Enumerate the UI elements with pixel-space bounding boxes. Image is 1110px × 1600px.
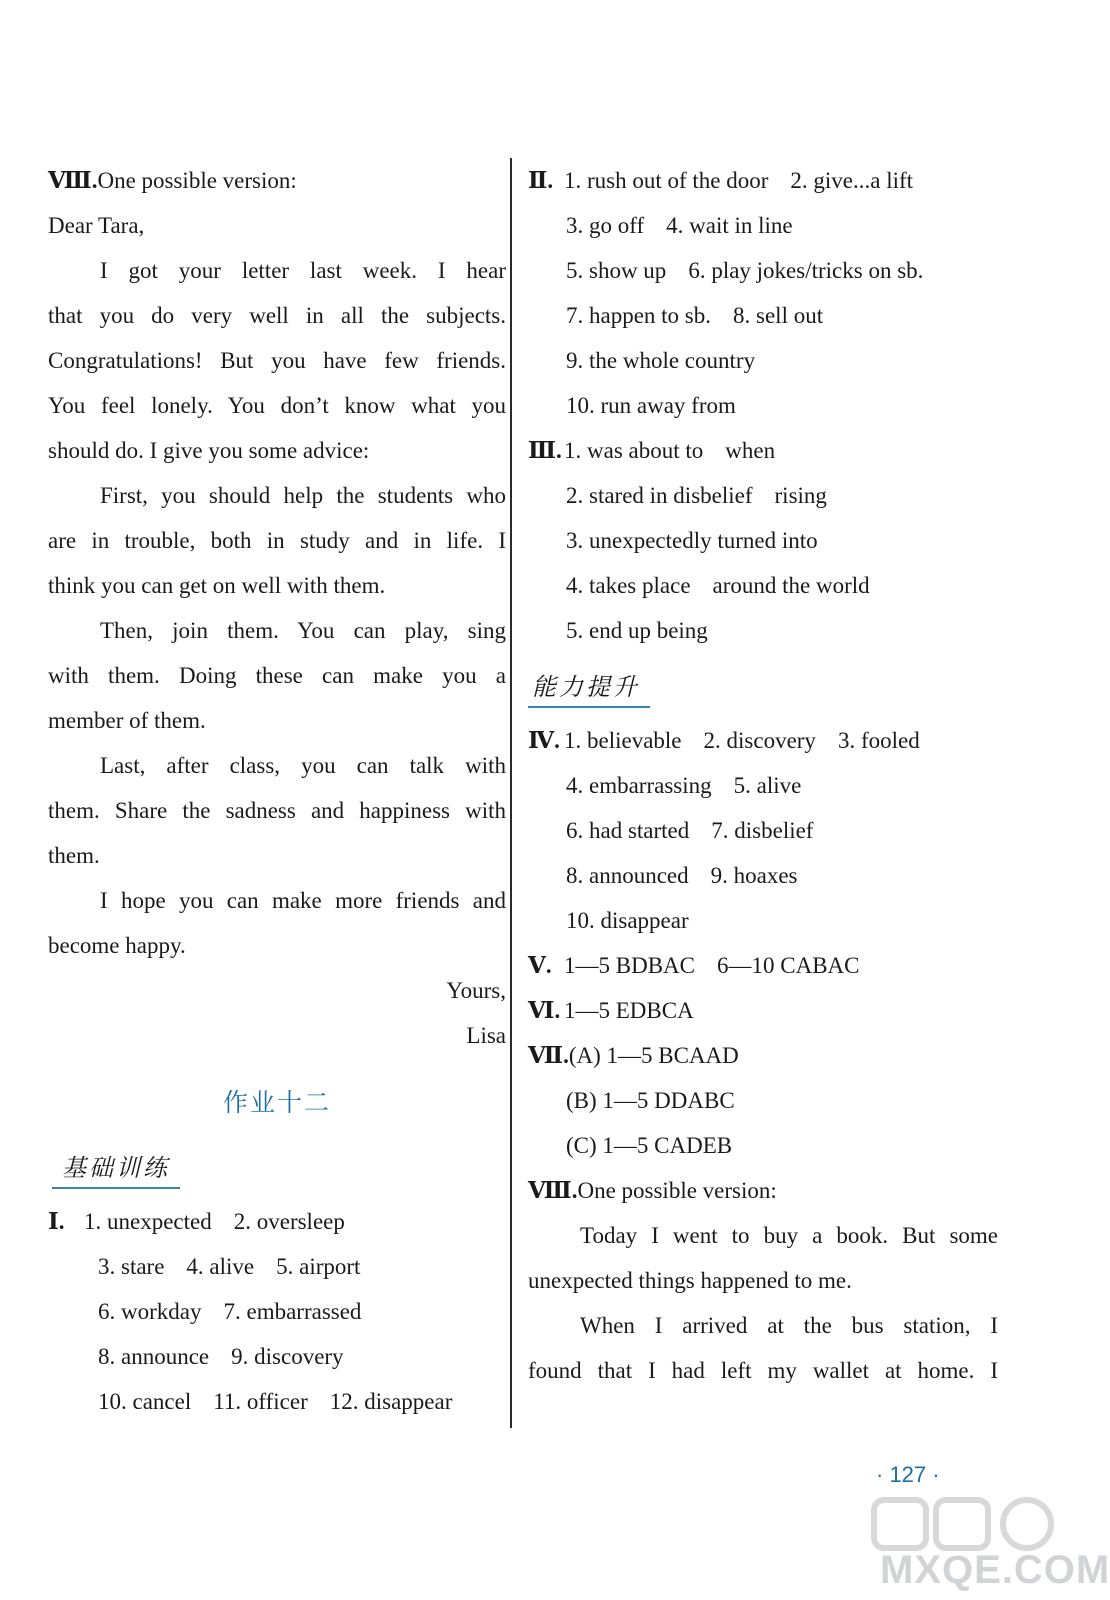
letter-line: You feel lonely. You don’t know what you (48, 393, 506, 418)
answer-item: 4. wait in line (666, 213, 793, 238)
watermark-text: MXQE.COM (880, 1548, 1110, 1592)
answer-row (48, 1199, 506, 1244)
answer-item: 11. officer (213, 1389, 308, 1414)
letter-line: Then, join them. You can play, sing (100, 618, 506, 643)
roman-numeral: Ⅴ. (528, 953, 552, 978)
answer-row (48, 1244, 506, 1289)
answer-row (48, 1289, 506, 1334)
answer-row (528, 518, 998, 563)
letter-closing: Yours, (446, 978, 506, 1003)
letter-line: should do. I give you some advice: (48, 438, 370, 463)
answer-item: 4. alive (186, 1254, 255, 1279)
answer-row (528, 1123, 998, 1168)
answer-item: 7. disbelief (711, 818, 814, 843)
roman-numeral: Ⅲ. (528, 438, 562, 463)
letter-line: that you do very well in all the subjects. (48, 303, 506, 328)
answer-item: 4. takes place (566, 573, 691, 598)
answer-item: 3. unexpectedly turned into (566, 528, 818, 553)
answer-row (528, 203, 998, 248)
roman-numeral: Ⅷ. (48, 168, 98, 193)
answer-item: 3. go off (566, 213, 645, 238)
answer-row (528, 608, 998, 653)
answer-item: 9. hoaxes (710, 863, 798, 888)
answer-item: 9. the whole country (566, 348, 756, 373)
answer-item: 6. had started (566, 818, 690, 843)
answer-item: 1—5 BDBAC (564, 953, 695, 978)
answer-item: 1. unexpected (84, 1209, 212, 1234)
viii-heading (528, 1168, 998, 1213)
viii-title: One possible version: (97, 168, 297, 193)
answer-row (528, 428, 998, 473)
answer-item: 6—10 CABAC (717, 953, 860, 978)
letter-signature: Lisa (466, 1023, 506, 1048)
letter-salutation: Dear Tara, (48, 213, 145, 238)
answer-item: 1. rush out of the door (564, 168, 769, 193)
answer-item: 3. stare (98, 1254, 165, 1279)
answer-item: 5. end up being (566, 618, 708, 643)
answer-row (528, 853, 998, 898)
answer-item: 8. announce (98, 1344, 210, 1369)
answer-item: 2. discovery (703, 728, 816, 753)
letter-line: with them. Doing these can make you a (48, 663, 506, 688)
answer-row (48, 1379, 506, 1424)
page-number: · 127 · (876, 1462, 940, 1487)
letter-line: Last, after class, you can talk with (100, 753, 506, 778)
answer-item: 9. discovery (231, 1344, 344, 1369)
answer-item: 10. cancel (98, 1389, 192, 1414)
answer-item: 7. happen to sb. (566, 303, 712, 328)
answer-item: 10. disappear (566, 908, 689, 933)
answer-item: 2. oversleep (233, 1209, 345, 1234)
answer-item: 12. disappear (329, 1389, 453, 1414)
letter-line: I hope you can make more friends and (100, 888, 506, 913)
letter-line: them. (48, 843, 100, 868)
answer-item: 2. stared in disbelief (566, 483, 753, 508)
answer-item: 6. workday (98, 1299, 202, 1324)
answer-row (528, 473, 998, 518)
answer-item: (A) 1—5 BCAAD (568, 1043, 739, 1068)
answer-row (528, 563, 998, 608)
answer-row (48, 1334, 506, 1379)
right-column (528, 158, 998, 1393)
roman-numeral: Ⅱ. (528, 168, 554, 193)
answer-item: 1. believable (564, 728, 682, 753)
viii-title: One possible version: (577, 1178, 777, 1203)
answer-item: (B) 1—5 DDABC (566, 1088, 735, 1113)
answer-item: (C) 1—5 CADEB (566, 1133, 733, 1158)
answer-item: 4. embarrassing (566, 773, 712, 798)
letter-line: think you can get on well with them. (48, 573, 386, 598)
answer-item: 5. airport (276, 1254, 361, 1279)
answer-item: when (725, 438, 776, 463)
answer-row (528, 988, 998, 1033)
answer-row (528, 1033, 998, 1078)
roman-numeral: Ⅶ. (528, 1043, 569, 1068)
essay-line: found that I had left my wallet at home. I (528, 1358, 998, 1383)
answer-row (528, 718, 998, 763)
answer-row (528, 293, 998, 338)
answer-row (528, 808, 998, 853)
answer-row (528, 1078, 998, 1123)
answer-item: rising (774, 483, 827, 508)
letter-line: member of them. (48, 708, 206, 733)
answer-row (528, 338, 998, 383)
answer-item: 5. show up (566, 258, 667, 283)
answer-row (528, 383, 998, 428)
answer-item: 8. sell out (733, 303, 824, 328)
answer-item: 1. was about to (564, 438, 704, 463)
answer-item: around the world (712, 573, 870, 598)
letter-line: First, you should help the students who (100, 483, 506, 508)
roman-numeral: Ⅳ. (528, 728, 560, 753)
answer-item: 8. announced (566, 863, 689, 888)
answer-item: 5. alive (733, 773, 802, 798)
answer-row (528, 763, 998, 808)
answer-row (528, 943, 998, 988)
essay-line: unexpected things happened to me. (528, 1268, 852, 1293)
section-heading-ability: 能力提升 (528, 667, 650, 708)
answer-item: 7. embarrassed (223, 1299, 362, 1324)
homework-title: 作业十二 (222, 1088, 331, 1117)
answer-row (528, 248, 998, 293)
essay-line: When I arrived at the bus station, I (580, 1313, 998, 1338)
letter-line: are in trouble, both in study and in life. I (48, 528, 506, 553)
answer-row (528, 898, 998, 943)
roman-numeral: Ⅰ. (48, 1209, 65, 1234)
roman-numeral: Ⅵ. (528, 998, 561, 1023)
answer-item: 10. run away from (566, 393, 736, 418)
essay-line: Today I went to buy a book. But some (580, 1223, 998, 1248)
section-heading-basic: 基础训练 (52, 1148, 180, 1189)
letter-line: them. Share the sadness and happiness with (48, 798, 506, 823)
answer-item: 3. fooled (837, 728, 920, 753)
answer-row (528, 158, 998, 203)
roman-numeral: Ⅷ. (528, 1178, 578, 1203)
answer-item: 1—5 EDBCA (564, 998, 694, 1023)
viii-heading (48, 158, 506, 203)
answer-item: 6. play jokes/tricks on sb. (688, 258, 924, 283)
column-divider (510, 158, 512, 1428)
letter-line: become happy. (48, 933, 186, 958)
left-column (48, 158, 506, 1424)
answer-item: 2. give...a lift (790, 168, 914, 193)
letter-line: Congratulations! But you have few friends. (48, 348, 506, 373)
letter-line: I got your letter last week. I hear (100, 258, 506, 283)
